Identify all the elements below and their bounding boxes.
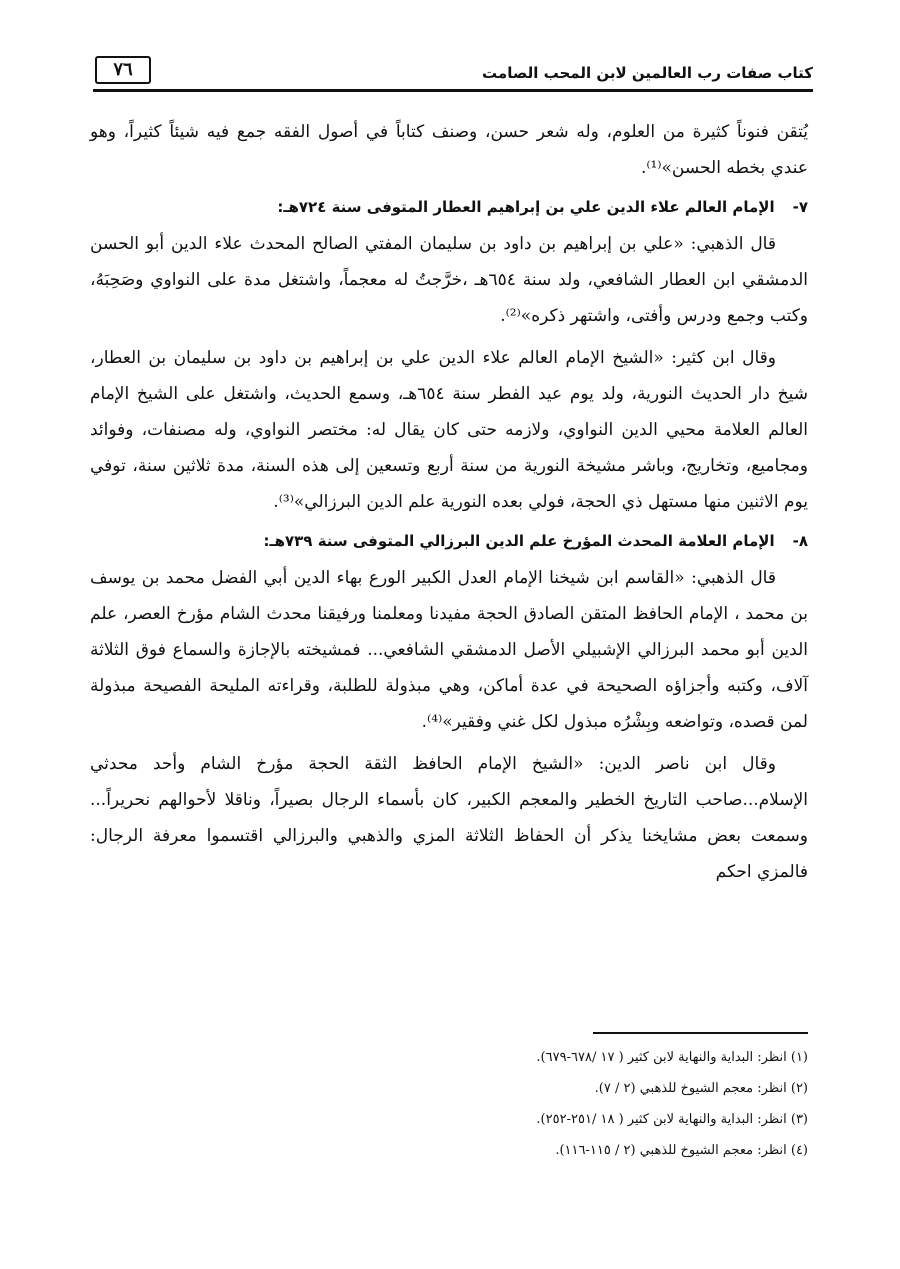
paragraph-dhahabi-quote-1: قال الذهبي: «علي بن إبراهيم بن داود بن سليمان المفتي الصالح المحدث علاء الدين أبو الحسن الدمشقي ابن العطار الشافعي، ولد سنة ٦٥٤هـ ،خرَّجتُ له معجماً، واشتغل مدة على النواوي وصَحِبَهُ، وكتب وجمع ودرس وأفتى، واشتهر ذكره»⁽²⁾. — [90, 234, 809, 326]
section-heading-text: الإمام العالم علاء الدين علي بن إبراهيم العطار المتوفى سنة ٧٢٤هـ: — [277, 198, 775, 216]
page-number-box: ٧٦ — [95, 56, 151, 84]
section-heading-8 — [90, 526, 808, 556]
paragraph-continuation: يُتقن فنوناً كثيرة من العلوم، وله شعر حسن، وصنف كتاباً في أصول الفقه جمع فيه شيئاً كثيراً، وهو عندي بخطه الحسن»⁽¹⁾. — [90, 122, 808, 178]
footnotes — [90, 1042, 808, 1166]
footnote-separator — [593, 1032, 808, 1034]
section-heading-7 — [90, 192, 808, 222]
section-number: ٧- — [792, 198, 808, 216]
paragraph-ibn-nasir-quote: وقال ابن ناصر الدين: «الشيخ الإمام الحافظ الثقة الحجة مؤرخ الشام وأحد محدثي الإسلام...صاحب التاريخ الخطير والمعجم الكبير، كان بأسماء الرجال بصيراً، وناقلا لأحوالهم نحريراً... وسمعت بعض مشايخنا يذكر أن الحفاظ الثلاثة المزي والذهبي والبرزالي اقتسموا معرفة الرجال: فالمزي احكم — [90, 754, 808, 882]
footnote-1: (١) انظر: البداية والنهاية لابن كثير ( ١٧ /٦٧٨-٦٧٩). — [536, 1050, 808, 1065]
page-header — [93, 52, 813, 92]
footnote-3: (٣) انظر: البداية والنهاية لابن كثير ( ١٨ /٢٥١-٢٥٢). — [536, 1112, 808, 1127]
section-heading-text: الإمام العلامة المحدث المؤرخ علم الدين البرزالي المتوفى سنة ٧٣٩هـ: — [263, 532, 775, 550]
footnote-2: (٢) انظر: معجم الشيوخ للذهبي (٢ / ٧). — [594, 1081, 808, 1096]
paragraph-ibn-kathir-quote: وقال ابن كثير: «الشيخ الإمام العالم علاء الدين علي بن إبراهيم بن داود بن سليمان بن العطار، شيخ دار الحديث النورية، ولد يوم عيد الفطر سنة ٦٥٤هـ، وسمع الحديث، واشتغل على الشيخ الإمام العالم العلامة محيي الدين النواوي، ولازمه حتى كان يقال له: مختصر النواوي، وله مصنفات، وفوائد ومجاميع، وتخاريج، وباشر مشيخة النورية من سنة أربع وتسعين إلى هذه السنة، مدة ثلاثين سنة، توفي يوم الاثنين منها مستهل ذي الحجة، فولي بعده النورية علم الدين البرزالي»⁽³⁾. — [90, 348, 808, 512]
footnote-4: (٤) انظر: معجم الشيوخ للذهبي (٢ / ١١٥-١١٦). — [555, 1143, 808, 1158]
section-number: ٨- — [792, 532, 808, 550]
page-body — [90, 114, 808, 896]
paragraph-dhahabi-quote-2: قال الذهبي: «القاسم ابن شيخنا الإمام العدل الكبير الورع بهاء الدين أبي الفضل محمد بن يوسف بن محمد ، الإمام الحافظ المتقن الصادق الحجة مفيدنا ومعلمنا ورفيقنا محدث الشام مؤرخ العصر، علم الدين أبو محمد البرزالي الإشبيلي الأصل الدمشقي الشافعي... فمشيخته بالإجازة والسماع فوق الثلاثة آلاف، وكتبه وأجزاؤه الصحيحة في عدة أماكن، وهي مبذولة للطلبة، وقراءته المليحة الفصيحة مبذولة لمن قصده، وتواضعه وبِشْرُه مبذول لكل غني وفقير»⁽⁴⁾. — [90, 568, 808, 732]
book-title: كتاب صفات رب العالمين لابن المحب الصامت — [482, 64, 813, 82]
